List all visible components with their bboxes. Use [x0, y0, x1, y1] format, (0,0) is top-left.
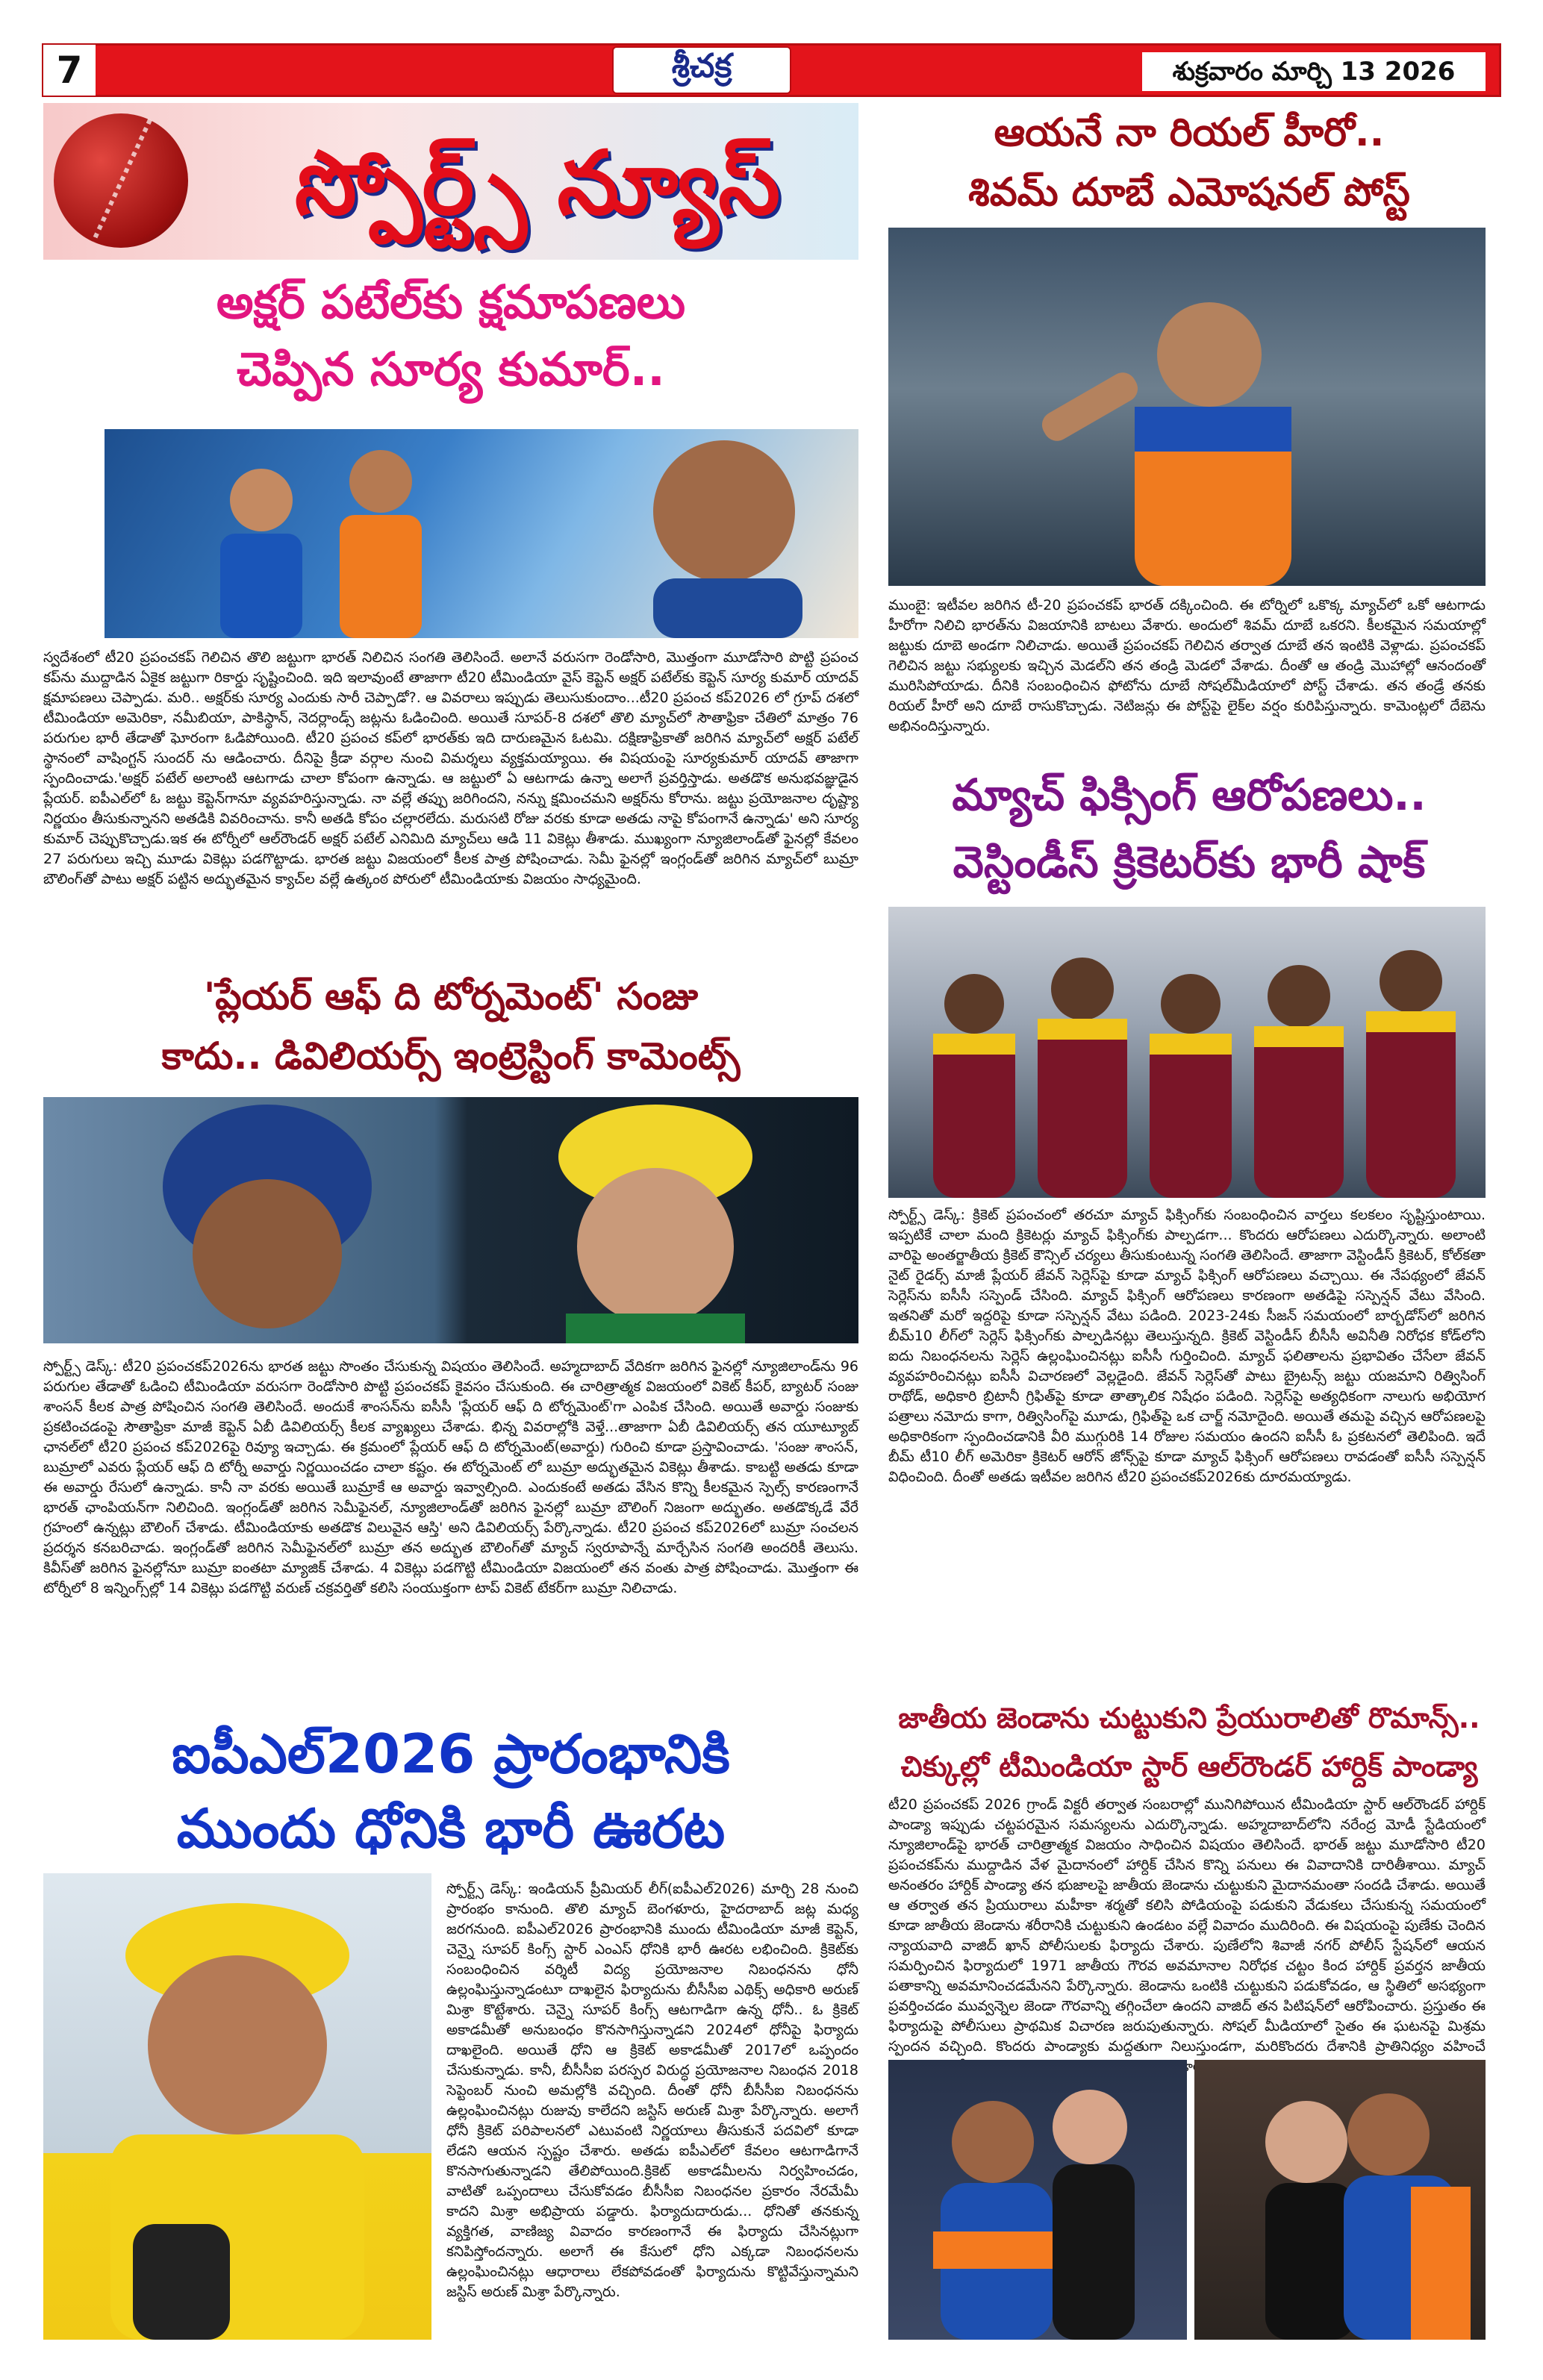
article2-headline-line2: శివమ్ దూబే ఎమోషనల్ పోస్ట్: [968, 170, 1410, 215]
article3-headline-line2: వెస్టిండీస్ క్రికెటర్‌కు భారీ షాక్: [953, 837, 1426, 887]
article6-body: స్పోర్ట్స్ డెస్క్: ఇండియన్ ప్రీమియర్ లీగ్(ఐపీఎల్2026) మార్చి 28 నుంచి ప్రారంభం కానుంది. తొలి మ్యాచ్ బెంగళూరు, హైదరాబాద్ జట్ల మధ్య జరగనుంది. ఐపీఎల్2026 ప్రారంభానికి ముందు టీమిండియా మాజీ కెప్టెన్, చెన్నై సూపర్ కింగ్స్ స్టార్ ఎంఎస్ ధోనికి భారీ ఊరట లభించింది. క్రికెట్‌కు సంబంధించిన వర్శిటీ విద్య ప్రయోజనాల నిబంధనను ధోనీ ఉల్లంఘిస్తున్నాడంటూ దాఖలైన ఫిర్యాదును బీసీసీఐ ఎథిక్స్ అధికారి అరుణ్ మిశ్రా కొట్టేశారు. చెన్నై సూపర్ కింగ్స్ ఆటగాడిగా ఉన్న ధోనీ.. ఓ క్రికెట్ అకాడమీతో అనుబంధం కొనసాగిస్తున్నాడని 2024లో ధోనీపై ఫిర్యాదు దాఖలైంది. అయితే ధోని ఆ క్రికెట్ అకాడమీతో 2017లో ఒప్పందం చేసుకున్నాడు. కానీ, బీసీసీఐ పరస్పర విరుద్ధ ప్రయోజనాల నిబంధన 2018 సెప్టెంబర్ నుంచి అమల్లోకి వచ్చింది. దీంతో ధోనీ బీసీసీఐ నిబంధనను ఉల్లంఘించినట్లు రుజువు కాలేదని జస్టిస్ అరుణ్ మిశ్రా పేర్కొన్నారు. అలాగే ధోనీ క్రికెట్ పరిపాలనలో ఎటువంటి నిర్ణయాలు తీసుకునే పదవిలో కూడా లేడని ఆయన స్పష్టం చేశారు. అతడు ఐపీఎల్‌లో కేవలం ఆటగాడిగానే కొనసాగుతున్నాడని తేలిపోయింది.క్రికెట్ అకాడమీలను నిర్వహించడం, వాటితో ఒప్పందాలు చేసుకోవడం బీసీసీఐ నిబంధనల ప్రకారం నేరమేమీ కాదని మిశ్రా అభిప్రాయ పడ్డారు. ఫిర్యాదుదారుడు... ధోనితో తనకున్న వ్యక్తిగత, వాణిజ్య వివాదం కారణంగానే ఈ ఫిర్యాదు చేసినట్లుగా కనిపిస్తోందన్నారు. అలాగే ఈ కేసులో ధోని ఎక్కడా నిబంధనలను ఉల్లంఘించినట్లు ఆధారాలు లేకపోవడంతో ఫిర్యాదును కొట్టివేస్తున్నామని జస్టిస్ అరుణ్ మిశ్రా పేర్కొన్నారు.: [446, 1881, 858, 2300]
surya-axar-photo-art: [105, 429, 858, 638]
article5-body: టీ20 ప్రపంచకప్ 2026 గ్రాండ్ విక్టరీ తర్వాత సంబరాల్లో మునిగిపోయిన టీమిండియా స్టార్ ఆల్‌రౌండర్ హార్దిక్ పాండ్యా ఇప్పుడు చట్టపరమైన సమస్యలను ఎదుర్కొన్నాడు. అహ్మదాబాద్‌లోని నరేంద్ర మోడీ స్టేడియంలో న్యూజిలాండ్‌పై భారత్ చారిత్రాత్మక విజయం సాధించిన విషయం తెలిసిందే. భారత్ జట్టు మూడోసారి టీ20 ప్రపంచకప్‌ను ముద్దాడిన వేళ మైదానంలో హార్దిక్ చేసిన కొన్ని పనులు ఈ వివాదానికి దారితీశాయి. మ్యాచ్ అనంతరం హార్దిక్ పాండ్యా తన భుజాలపై జాతీయ జెండాను చుట్టుకుని మైదానమంతా సందడి చేశాడు. అయితే ఆ తర్వాత తన ప్రియురాలు మహీకా శర్మతో కలిసి పోడియంపై పడుకుని వేడుకలు చేసుకున్న సమయంలో కూడా జాతీయ జెండాను శరీరానికి చుట్టుకుని ఉండటం వల్లే వివాదం ముదిరింది. ఈ విషయంపై పుణేకు చెందిన న్యాయవాది వాజిద్ ఖాన్ పోలీసులకు ఫిర్యాదు చేశారు. పుణేలోని శివాజీ నగర్ పోలీస్ స్టేషన్‌లో ఆయన సమర్పించిన ఫిర్యాదులో 1971 జాతీయ గౌరవ అవమానాల నిరోధక చట్టం కింద హార్దిక్ ప్రవర్తన జాతీయ పతాకాన్ని అవమానించడమేనని పేర్కొన్నారు. జెండాను ఒంటికి చుట్టుకుని పడుకోవడం, ఆ స్థితిలో అసభ్యంగా ప్రవర్తించడం మువ్వన్నెల జెండా గౌరవాన్ని తగ్గించేలా ఉందని వాజిద్ తన పిటిషన్‌లో ఆరోపించారు. ప్రస్తుతం ఈ ఫిర్యాదుపై పోలీసులు ప్రాథమిక విచారణ జరుపుతున్నారు. సోషల్ మీడియాలో సైతం ఈ ఘటనపై మిశ్రమ స్పందన వచ్చింది. కొందరు పాండ్యాకు మద్దతుగా నిలుస్తుండగా, మరికొందరు దేశానికి ప్రాతినిధ్యం వహించే: [888, 1796, 1486, 2055]
hardik-photo-left-art: [888, 2060, 1187, 2340]
article5-headline-line1: జాతీయ జెండాను చుట్టుకుని ప్రేయురాలితో రొమాన్స్..: [898, 1702, 1480, 1734]
dhoni-photo: [43, 1873, 431, 2340]
article5-headline-line2: చిక్కుల్లో టీమిండియా స్టార్ ఆల్‌రౌండర్ హార్దిక్ పాండ్యా: [900, 1750, 1478, 1783]
surya-axar-photo: [105, 429, 858, 638]
banner-title: స్పోర్ట్స్ న్యూస్: [294, 131, 781, 234]
shivam-dube-photo-art: [888, 228, 1486, 586]
dhoni-photo-art: [43, 1873, 431, 2340]
article6-headline-line1: ఐపీఎల్2026 ప్రారంభానికి: [172, 1722, 730, 1785]
article1-body: స్వదేశంలో టీ20 ప్రపంచకప్ గెలిచిన తొలి జట్టుగా భారత్ నిలిచిన సంగతి తెలిసిందే. అలానే వరుసగా రెండోసారి, మొత్తంగా మూడోసారి పొట్టి ప్రపంచ కప్‌ను ముద్దాడిన ఏకైక జట్టుగా రికార్డు సృష్టించింది. ఇది ఇలావుంటే తాజాగా టీ20 టీమిండియా వైస్ కెప్టెన్ అక్షర్ పటేల్‌కు కెప్టెన్ సూర్య కుమార్ యాదవ్ క్షమాపణలు చెప్పాడు. మరి.. అక్షర్‌కు సూర్య ఎందుకు సారీ చెప్పాడో?. ఆ వివరాలు ఇప్పుడు తెలుసుకుందాం...టీ20 ప్రపంచ కప్2026 లో గ్రూప్ దశలో టీమిండియా అమెరికా, నమీబియా, పాకిస్థాన్, నెదర్లాండ్స్ జట్లను ఓడించింది. అయితే సూపర్-8 దశలో తొలి మ్యాచ్‌లో సౌతాఫ్రికా చేతిలో మాత్రం 76 పరుగుల భారీ తేడాతో ఘోరంగా ఓడిపోయింది. టీ20 ప్రపంచ కప్‌లో భారత్‌కు ఇది దారుణమైన ఓటమి. దక్షిణాఫ్రికాతో జరిగిన మ్యాచ్‌లో అక్షర్ పటేల్ స్థానంలో వాషింగ్టన్ సుందర్ ను ఆడించారు. దీనిపై క్రీడా వర్గాల నుంచి విమర్శలు వ్యక్తమయ్యాయి. ఈ విషయంపై సూర్యకుమార్ యాదవ్ తాజాగా స్పందించాడు.'అక్షర్ పటేల్ అలాంటి ఆటగాడు చాలా కోపంగా ఉన్నాడు. ఆ జట్టులో ఏ ఆటగాడు ఉన్నా అలాగే ప్రవర్తిస్తాడు. అతడొక అనుభవజ్ఞుడైన ప్లేయర్. ఐపీఎల్‌లో ఓ జట్టు కెప్టెన్‌గానూ వ్యవహరిస్తున్నాడు. నా వల్లే తప్పు జరిగిందని, నన్ను క్షమించమని అక్షర్‌ను కోరాను. జట్టు ప్రయోజనాల దృష్ట్యా నిర్ణయం తీసుకున్నానని అతడికి వివరించాను. కానీ అతడి కోపం చల్లారలేదు. మరుసటి రోజు వరకు కూడా అతడు నాపై కోపంగానే ఉన్నాడు' అని సూర్య కుమార్ చెప్పుకొచ్చాడు.ఇక ఈ టోర్నీలో ఆల్‌రౌండర్ అక్షర్ పటేల్ ఎనిమిది మ్యాచ్‌లు ఆడి 11 వికెట్లు తీశాడు. ముఖ్యంగా న్యూజిలాండ్‌తో ఫైనల్లో కేవలం 27 పరుగులు ఇచ్చి మూడు వికెట్లు పడగొట్టాడు. భారత జట్టు విజయంలో కీలక పాత్ర పోషించాడు. సెమీ ఫైనల్లో ఇంగ్లండ్‌తో జరిగిన మ్యాచ్‌లో బుమ్రా బౌలింగ్‌తో పాటు అక్షర్ పట్టిన అద్భుతమైన క్యాచ్‌ల వల్లే ఉత్కంఠ పోరులో టీమిండియాకు విజయం సాధ్యమైంది.: [43, 649, 858, 887]
hardik-photo-left: [888, 2060, 1187, 2340]
article3-body: స్పోర్ట్స్ డెస్క్: క్రికెట్ ప్రపంచంలో తరచూ మ్యాచ్ ఫిక్సింగ్‌కు సంబంధించిన వార్తలు కలకలం సృష్టిస్తుంటాయి. ఇప్పటికే చాలా మంది క్రికెటర్లు మ్యాచ్ ఫిక్సింగ్‌కు పాల్పడగా... కొందరు ఆరోపణలు ఎదుర్కొన్నారు. అలాంటి వారిపై అంతర్జాతీయ క్రికెట్ కౌన్సిల్ చర్యలు తీసుకుంటున్న సంగతి తెలిసిందే. తాజాగా వెస్టిండీస్ క్రికెటర్, కోల్‌కతా నైట్ రైడర్స్ మాజీ ప్లేయర్ జేవన్ సెర్లెస్‌పై కూడా మ్యాచ్ ఫిక్సింగ్ ఆరోపణలు వచ్చాయి. ఈ నేపథ్యంలో జేవన్ సెర్లెస్‌ను ఐసీసీ సస్పెండ్ చేసింది. మ్యాచ్ ఫిక్సింగ్ ఆరోపణలు కారణంగా అతడిపై సస్పెన్షన్ వేటు వేసింది. ఇతనితో మరో ఇద్దరిపై కూడా సస్పెన్షన్ వేటు పడింది. 2023-24కు సీజన్ సమయంలో బార్బడోస్‌లో జరిగిన బీమ్10 లీగ్‌లో సెర్లెస్ ఫిక్సింగ్‌కు పాల్పడినట్లు తెలుస్తున్నది. క్రికెట్ వెస్టిండీస్ బీసీసీ అవినీతి నిరోధక కోడ్‌లోని ఐదు నిబంధనలను సెర్లెస్ ఉల్లంఘించినట్లు ఐసీసీ గుర్తించింది. మ్యాచ్ ఫలితాలను ప్రభావితం చేసేలా జేవన్ వ్యవహరించినట్లు ఐసీసీ విచారణలో వెల్లడైంది. జేవన్ సెర్లెస్‌తో పాటు బ్రైటన్స్ జట్టు యజమాని రిత్విసింగ్ రాథోడ్, అధికారి బ్రిటానీ గ్రిఫిత్‌పై కూడా తాత్కాలిక నిషేధం పడింది. సెర్లెస్‌పై అత్యధికంగా నాలుగు అభియోగ పత్రాలు నమోదు కాగా, రిత్విసింగ్‌పై మూడు, గ్రిఫిత్‌పై ఒక చార్జ్ నమోదైంది. అయితే తమపై వచ్చిన ఆరోపణలపై అధికారికంగా స్పందించడానికి వీరి ముగ్గురికి 14 రోజుల సమయం ఉందని ఐసీసీ ఓ ప్రకటనలో తెలిపింది. ఇదే బీమ్ టీ10 లీగ్ అమెరికా క్రికెటర్ ఆరోన్ జోన్స్‌పై కూడా మ్యాచ్ ఫిక్సింగ్ ఆరోపణలు రావడంతో ఐసీసీ సస్పెన్షన్ విధించింది. దీంతో అతడు ఇటీవల జరిగిన టీ20 ప్రపంచకప్2026కు దూరమయ్యాడు.: [888, 1207, 1486, 1485]
west-indies-team-photo-art: [888, 907, 1486, 1198]
hardik-photo-right-art: [1194, 2060, 1486, 2340]
sanju-abd-photo: [43, 1097, 858, 1343]
sanju-abd-photo-art: [43, 1097, 858, 1343]
article3-headline-line1: మ్యాచ్ ఫిక్సింగ్ ఆరోపణలు..: [952, 769, 1427, 820]
page-number: 7: [43, 45, 96, 96]
article1-headline-line2: చెప్పిన సూర్య కుమార్..: [237, 342, 665, 396]
hardik-photo-right: [1194, 2060, 1486, 2340]
article1-headline-line1: అక్షర్ పటేల్‌కు క్షమాపణలు: [216, 275, 686, 329]
article4-body: స్పోర్ట్స్ డెస్క్: టీ20 ప్రపంచకప్2026ను భారత జట్టు సొంతం చేసుకున్న విషయం తెలిసిందే. అహ్మదాబాద్ వేదికగా జరిగిన ఫైనల్లో న్యూజిలాండ్‌ను 96 పరుగుల తేడాతో ఓడించి టీమిండియా వరుసగా రెండోసారి పొట్టి ప్రపంచకప్ కైవసం చేసుకుంది. ఈ చారిత్రాత్మక విజయంలో వికెట్ కీపర్, బ్యాటర్ సంజు శాంసన్ కీలక పాత్ర పోషించిన సంగతి తెలిసిందే. అందుకే శాంసన్‌ను ఐసీసీ 'ప్లేయర్ ఆఫ్ ది టోర్నమెంట్'గా ఎంపిక చేసింది. అయితే అవార్డు సంజుకు ప్రకటించడంపై సౌతాఫ్రికా మాజీ కెప్టెన్ ఏబీ డివిలియర్స్ కీలక వ్యాఖ్యలు చేశాడు. భిన్న వివరాల్లోకి వెళ్తే...తాజాగా ఏబీ డివిలియర్స్ తన యూట్యూబ్ ఛానల్‌లో టీ20 ప్రపంచ కప్2026పై రివ్యూ ఇచ్చాడు. ఈ క్రమంలో ప్లేయర్ ఆఫ్ ది టోర్నమెంట్(అవార్డు) గురించి కూడా ప్రస్తావించాడు. 'సంజు శాంసన్, బుమ్రాలో ఎవరు ప్లేయర్ ఆఫ్ ది టోర్నీ అవార్డు నిర్ణయించడం చాలా కష్టం. ఈ టోర్నమెంట్ లో బుమ్రా అద్భుతమైన వికెట్లు తీశాడు. కాబట్టి అతడు కూడా ఈ అవార్డు రేసులో ఉన్నాడు. కానీ నా వరకు అయితే బుమ్రాకే ఆ అవార్డు ఇవ్వాల్సింది. ఎందుకంటే అతడు వేసిన కొన్ని కీలకమైన స్పెల్స్ కారణంగానే భారత్ ఛాంపియన్‌గా నిలిచింది. ఇంగ్లండ్‌తో జరిగిన సెమీఫైనల్, న్యూజిలాండ్‌తో జరిగిన ఫైనల్లో బుమ్రా బౌలింగ్ నిజంగా అద్భుతం. అతడొక్కడే వేరే గ్రహంలో ఉన్నట్లు బౌలింగ్ చేశాడు. టీమిండియాకు అతడొక విలువైన ఆస్తి' అని డివిలియర్స్ పేర్కొన్నాడు. టీ20 ప్రపంచ కప్2026లో బుమ్రా సంచలన ప్రదర్శన కనబరిచాడు. ఇంగ్లండ్‌తో జరిగిన సెమీఫైనల్‌లో బుమ్రా తన అద్భుత బౌలింగ్‌తో మ్యాచ్ స్వరూపాన్నే మార్చేసిన సంగతి అందరికీ తెలుసు. కివీస్‌తో జరిగిన ఫైనల్లోనూ బుమ్రా ఐంతటా మ్యాజిక్ చేశాడు. 4 వికెట్లు పడగొట్టి టీమిండియా విజయంలో తన వంతు పాత్ర పోషించాడు. మొత్తంగా ఈ టోర్నీలో 8 ఇన్నింగ్స్‌ల్లో 14 వికెట్లు పడగొట్టి వరుణ్ చక్రవర్తితో కలిసి సంయుక్తంగా టాప్ వికెట్ టేకర్‌గా బుమ్రా నిలిచాడు.: [43, 1358, 858, 1596]
shivam-dube-photo: [888, 228, 1486, 586]
article4-headline-line1: 'ప్లేయర్ ఆఫ్ ది టోర్నమెంట్' సంజు: [203, 975, 699, 1018]
issue-date: శుక్రవారం మార్చి 13 2026: [1142, 52, 1486, 91]
article6-headline-line2: ముందు ధోనికి భారీ ఊరట: [176, 1797, 726, 1860]
article4-headline-line2: కాదు.. డివిలియర్స్ ఇంట్రెస్టింగ్ కామెంట్స్: [161, 1034, 741, 1078]
newspaper-logo: [612, 46, 791, 94]
cricket-ball-icon: [54, 113, 188, 248]
logo-text: శ్రీచక్ర: [671, 47, 732, 85]
west-indies-team-photo: [888, 907, 1486, 1198]
article2-headline-line1: ఆయనే నా రియల్ హీరో..: [994, 110, 1385, 155]
article2-body: ముంబై: ఇటీవల జరిగిన టీ-20 ప్రపంచకప్ భారత్ దక్కించింది. ఈ టోర్నిలో ఒకొక్క మ్యాచ్‌లో ఒకో ఆటగాడు హీరోగా నిలిచి భారత్‌ను విజయానికి బాటలు వేశారు. అందులో శివమ్ దూబే ఒకరని. కీలకమైన సమయాల్లో జట్టుకు దూబె అండగా నిలిచాడు. అయితే ప్రపంచకప్ గెలిచిన తర్వాత దూబే తన ఇంటికి వెళ్లాడు. ప్రపంచకప్ గెలిచిన జట్టు సభ్యులకు ఇచ్చిన మెడల్‌ని తన తండ్రి మెడలో వేశాడు. దీంతో ఆ తండ్రి మొహాల్లో ఆనందంతో మురిసిపోయాడు. దీనికి సంబంధించిన ఫోటోను దూబే సోషల్‌మీడియాలో పోస్ట్ చేశాడు. తన తండ్రే తనకు రియల్ హీరో అని దూబే రాసుకొచ్చాడు. నెటిజన్లు ఈ పోస్ట్‌పై లైక్‌ల వర్షం కురిపిస్తున్నారు. కామెంట్లలో దేబెను అభినందిస్తున్నారు.: [888, 597, 1486, 734]
